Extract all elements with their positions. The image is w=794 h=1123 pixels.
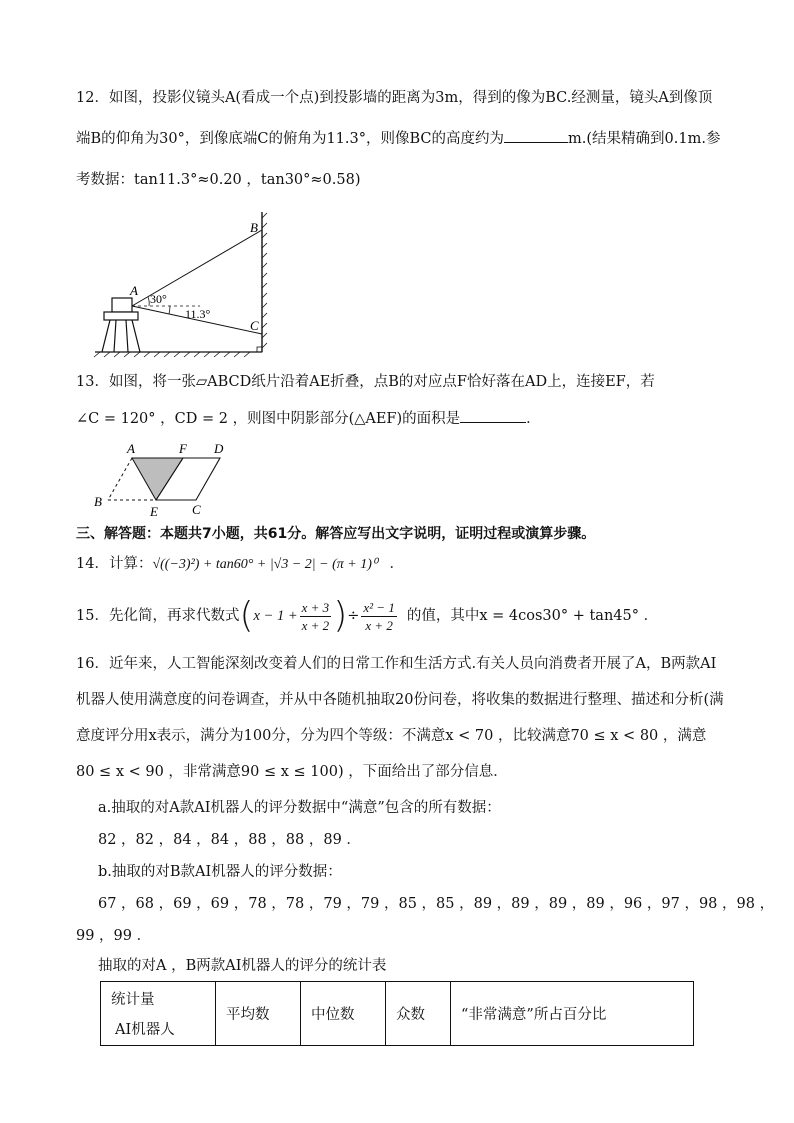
q12-tripod-leg-left [102,320,110,352]
q13-label-F: F [179,441,187,456]
q13-label-E: E [150,504,158,519]
q16-statistics-table [100,981,694,1046]
q12-ground-hatch [94,352,250,357]
q13-answer-blank[interactable] [460,408,526,423]
q15-frac1-numerator: x + 3 [301,599,330,615]
table-header-median: 中位数 [301,982,386,1046]
q15-prefix: 先化简，再求代数式 [108,608,240,624]
q12-projector-base [104,312,138,320]
q16-table-title: 抽取的对A ，B两款AI机器人的评分的统计表 [98,958,387,974]
q16-a-data: 82 ，82 ，84 ，84 ，88 ，88 ，89 ． [98,832,361,848]
q16-b-data-2: 99 ，99 ． [76,928,152,944]
q13-dashed-AB [108,458,132,500]
q16-b-data-1: 67 ，68 ，69 ，69 ，78 ，78 ，79 ，79 ，85 ，85 ，89 ，89 ，89 ，89 ，96 ，97 ，98 ，98 ， [98,896,775,912]
q14-prefix: 计算： [108,556,153,572]
q15-line [76,595,659,636]
table-header-mode: 众数 [386,982,451,1046]
q16-line1 [76,654,716,674]
q16-line2: 机器人使用满意度的问卷调查，并从中各随机抽取20份问卷，将收集的数据进行整理、描述和分析(满 [76,692,724,708]
q15-frac1-denominator: x + 2 [301,617,330,633]
q13-number: 13． [76,374,109,390]
q15-frac2-denominator: x + 2 [365,617,393,633]
q12-tripod-leg-right [132,320,140,352]
q13-label-C: C [192,502,201,517]
q15-suffix: 的值，其中x = 4cos30° + tan45° ． [406,608,659,624]
q16-line3: 意度评分用x表示，满分为100分，分为四个等级：不满意x < 70 ，比较满意70 ≤ x < 80 ，满意 [76,728,707,744]
q12-projector-figure [90,210,280,358]
q15-number: 15． [76,608,109,624]
table-corner-top: 统计量 [111,992,155,1008]
q14-suffix: ． [389,556,404,572]
section3-heading: 三、解答题：本题共7小题，共61分。解答应写出文字说明，证明过程或演算步骤。 [76,526,596,542]
q12-number: 12． [76,90,109,106]
q13-label-B: B [94,494,102,509]
q12-line3 [76,170,361,190]
q15-fraction-1 [300,599,332,634]
q13-label-D: D [214,441,224,456]
q12-right-angle-mark [257,347,262,352]
q12-tripod-leg-mid1 [114,320,116,352]
q13-text-2b: ． [526,411,541,427]
q15-fraction-2 [361,599,396,634]
table-corner-cell [101,982,216,1046]
q14-expression: √((−3)²) + tan60° + |√3 − 2| − (π + 1)⁰ [152,557,378,572]
q13-line1 [76,372,655,392]
q15-left-paren: ( [239,595,254,636]
q15-frac2-numerator: x² − 1 [363,599,395,615]
q16-b-heading: b.抽取的对B款AI机器人的评分数据： [98,864,342,880]
q13-text-1: 如图，将一张▱ABCD纸片沿着AE折叠，点B的对应点F恰好落在AD上，连接EF，若 [108,374,655,390]
q12-label-C: C [250,318,259,333]
q16-number: 16． [76,656,109,672]
q15-right-paren: ) [333,595,348,636]
q12-line2 [76,128,720,149]
q12-label-angle11: 11.3° [185,307,211,321]
q12-label-A: A [130,283,138,298]
q16-text-1: 近年来，人工智能深刻改变着人们的日常工作和生活方式.有关人员向消费者开展了A，B两款AI [108,656,717,672]
q12-projector-body [112,298,132,312]
q15-divide-sign: ÷ [347,608,360,624]
table-header-mean: 平均数 [216,982,301,1046]
q14-number: 14． [76,556,109,572]
q12-reference-data: 考数据：tan11.3°≈0.20 ，tan30°≈0.58) [76,172,361,188]
q12-label-B: B [250,220,258,235]
q12-tripod-leg-mid2 [126,320,128,352]
table-row [101,982,694,1046]
q16-a-heading: a.抽取的对A款AI机器人的评分数据中“满意”包含的所有数据： [98,800,501,816]
q12-label-angle30: 30° [150,292,167,306]
q12-answer-blank[interactable] [504,128,568,143]
q12-angle-arc-11 [169,306,170,314]
table-corner-bottom: AI机器人 [115,1022,175,1038]
q15-expr-left: x − 1 + [253,608,298,624]
q13-parallelogram-figure [90,440,240,518]
table-header-percent: “非常满意”所占百分比 [451,982,694,1046]
q12-wall-hatch [262,213,267,348]
q13-label-A: A [127,441,135,456]
q12-text-2b: m.(结果精确到0.1m.参 [568,131,721,147]
q12-line1 [76,88,712,108]
q13-shaded-triangle-AEF [132,458,183,500]
q12-text-1: 如图，投影仪镜头A(看成一个点)到投影墙的距离为3m，得到的像为BC.经测量，镜头A到像顶 [108,90,713,106]
q13-text-2a: ∠C = 120° ，CD = 2 ，则图中阴影部分(△AEF)的面积是 [76,411,461,427]
q14-line [76,554,404,575]
q16-line4: 80 ≤ x < 90 ，非常满意90 ≤ x ≤ 100) ，下面给出了部分信息． [76,764,508,780]
q13-line2 [76,408,541,429]
q12-text-2a: 端B的仰角为30°，到像底端C的俯角为11.3°，则像BC的高度约为 [76,131,505,147]
